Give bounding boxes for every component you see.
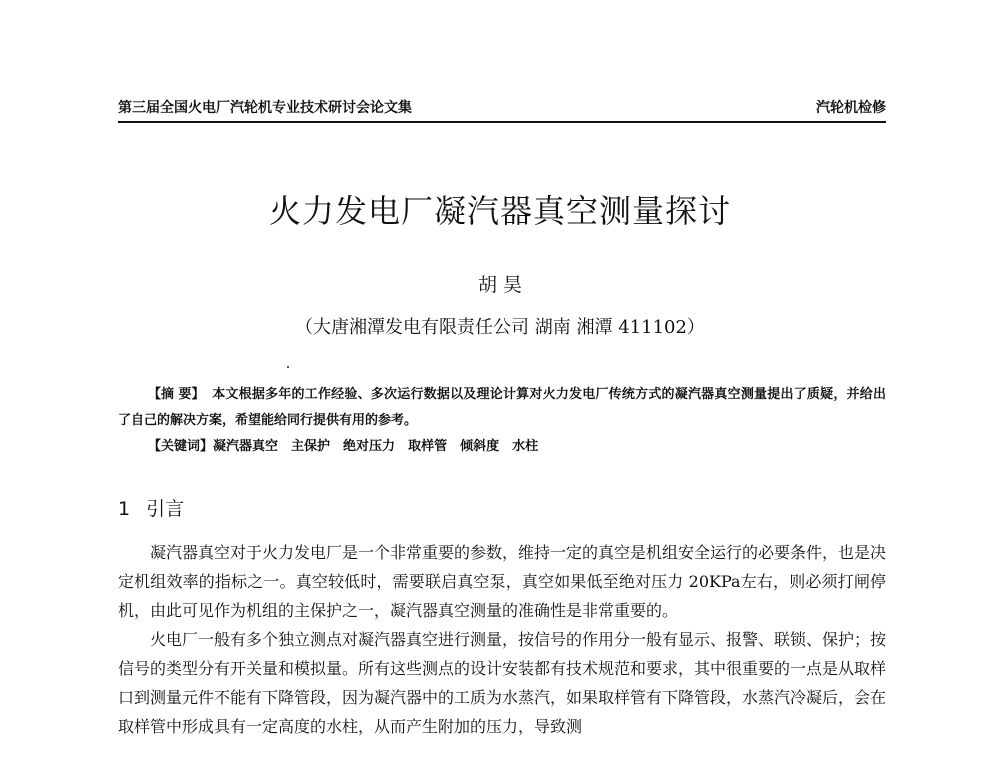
body-paragraph: 火电厂一般有多个独立测点对凝汽器真空进行测量，按信号的作用分一般有显示、报警、联锁、保护；按信号的类型分有开关量和模拟量。所有这些测点的设计安装都有技术规范和要求，其中很重要的一点是从取样口到测量元件不能有下降管段，因为凝汽器中的工质为水蒸汽，如果取样管有下降管段，水蒸汽冷凝后，会在取样管中形成具有一定高度的水柱，从而产生附加的压力，导致测	[118, 630, 887, 736]
section-number: 1	[118, 498, 131, 520]
section-title: 引言	[146, 498, 185, 520]
keyword: 绝对压力	[343, 439, 396, 454]
section-body	[118, 538, 886, 741]
keywords-label: 【关键词】	[148, 439, 214, 454]
keyword: 倾斜度	[460, 439, 500, 454]
keyword: 取样管	[408, 439, 448, 454]
abstract-text: 本文根据多年的工作经验、多次运行数据以及理论计算对火力发电厂传统方式的凝汽器真空测量提出了质疑，并给出了自己的解决方案，希望能给同行提供有用的参考。	[118, 387, 886, 428]
header-rule	[118, 121, 886, 123]
header-proceedings-title: 第三届全国火电厂汽轮机专业技术研讨会论文集	[118, 100, 412, 116]
paper-title: 火力发电厂凝汽器真空测量探讨	[268, 192, 731, 230]
running-header	[118, 97, 886, 125]
abstract	[118, 382, 886, 434]
scan-speck	[287, 366, 289, 368]
keyword: 水柱	[512, 439, 539, 454]
author-name: 胡 昊	[477, 274, 523, 296]
keyword: 凝汽器真空	[213, 439, 279, 454]
section-heading-introduction	[118, 494, 184, 521]
body-paragraph: 凝汽器真空对于火力发电厂是一个非常重要的参数，维持一定的真空是机组安全运行的必要条件，也是决定机组效率的指标之一。真空较低时，需要联启真空泵，真空如果低至绝对压力 20KPa左右，则必须打闸停机，由此可见作为机组的主保护之一，凝汽器真空测量的准确性是非常重要的。	[118, 543, 887, 620]
keywords	[148, 434, 886, 460]
header-section-name: 汽轮机检修	[816, 100, 886, 116]
abstract-label: 【摘 要】	[148, 387, 205, 402]
author-affiliation: （大唐湘潭发电有限责任公司 湖南 湘潭 411102）	[295, 317, 705, 338]
keyword: 主保护	[291, 439, 331, 454]
